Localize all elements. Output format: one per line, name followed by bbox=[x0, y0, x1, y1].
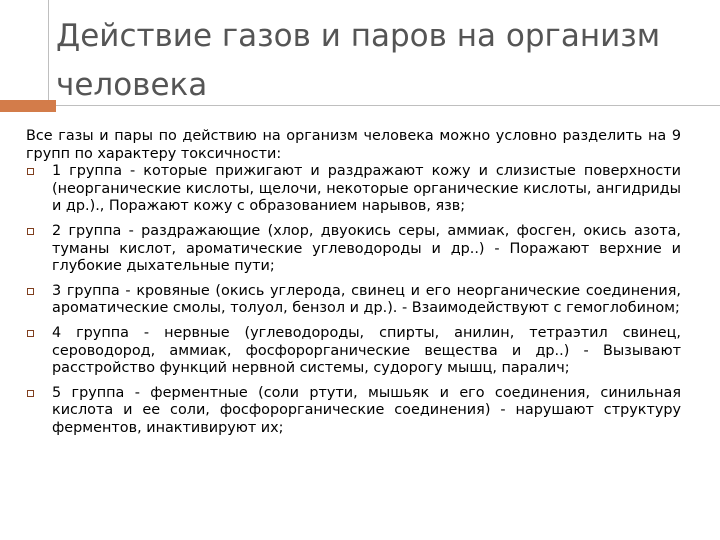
group-item-1 bbox=[26, 163, 681, 216]
square-bullet-icon bbox=[27, 330, 34, 337]
group-text: 4 группа - нервные (углеводороды, спирты, анилин, тетраэтил свинец, сероводород, аммиак, фосфорорганические вещества и др..) - Вызывают расстройство функций нервной системы, судорогу мышц, паралич; bbox=[52, 324, 681, 377]
group-text: 3 группа - кровяные (окись углерода, свинец и его неорганические соединения, ароматические смолы, толуол, бензол и др.). - Взаимодействуют с гемоглобином; bbox=[52, 282, 681, 317]
square-bullet-icon bbox=[27, 228, 34, 235]
square-bullet-icon bbox=[27, 168, 34, 175]
intro-paragraph: Все газы и пары по действию на организм человека можно условно разделить на 9 групп по характеру токсичности: bbox=[26, 128, 681, 162]
group-item-3 bbox=[26, 283, 681, 318]
group-item-4 bbox=[26, 325, 681, 378]
group-text: 2 группа - раздражающие (хлор, двуокись серы, аммиак, фосген, окись азота, туманы кислот, ароматические углеводороды и др..) - Поражают верхние и глубокие дыхательные пути; bbox=[52, 222, 681, 275]
group-text: 1 группа - которые прижигают и раздражают кожу и слизистые поверхности (неорганические кислоты, щелочи, некоторые органические кислоты, ангидриды и др.)., Поражают кожу с образованием нарывов, язв; bbox=[52, 163, 681, 215]
group-item-2 bbox=[26, 223, 681, 276]
slide-title: Действие газов и паров на организм человека bbox=[56, 18, 661, 103]
group-text: 5 группа - ферментные (соли ртути, мышьяк и его соединения, синильная кислота и ее соли, фосфорорганические соединения) - нарушают структуру ферментов, инактивируют их; bbox=[52, 384, 681, 436]
title-vertical-rule bbox=[48, 0, 49, 112]
title-accent-bar bbox=[0, 100, 56, 112]
toxicity-groups-list bbox=[26, 163, 681, 437]
title-divider bbox=[56, 105, 720, 106]
group-item-5 bbox=[26, 385, 681, 438]
square-bullet-icon bbox=[27, 390, 34, 397]
square-bullet-icon bbox=[27, 288, 34, 295]
slide-body bbox=[26, 128, 681, 438]
